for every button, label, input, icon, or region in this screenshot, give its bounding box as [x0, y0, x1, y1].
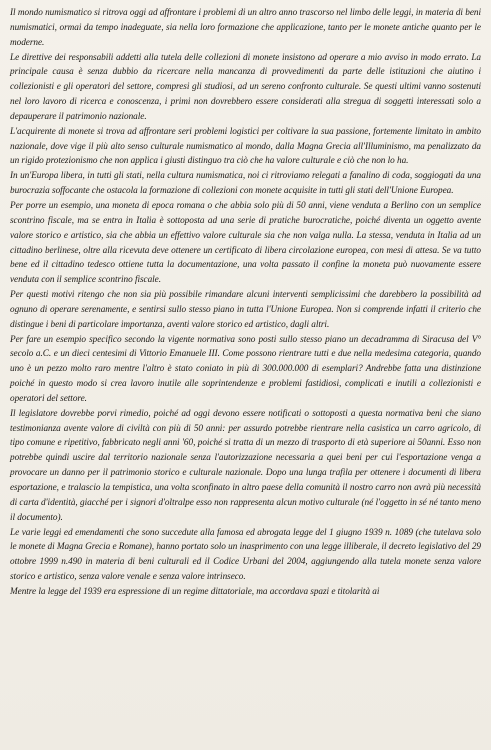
paragraph-directives: Le direttive dei responsabili addetti alla tutela delle collezioni di monete insistono ad operare a mio avviso in modo errato. La principale causa è senza dubbio da ricercare nella mancanza di provvedimenti da parte delle istituzioni che aiutino i collezionisti e gli operatori del settore, compresi gli studiosi, ad un sereno confronto culturale. Se questi ultimi vanno sostenuti nel loro lavoro di ricerca e conoscenza, i primi non dovrebbero essere considerati alla stregua di soggetti interessati solo a depauperare il patrimonio nazionale.	[10, 52, 481, 122]
paragraph-interventions: Per questi motivi ritengo che non sia più possibile rimandare alcuni interventi semplicissimi che darebbero la possibilità ad ognuno di operare serenamente, e sentirsi sullo stesso piano in tutta l'Unione Europea. Non si comprende infatti il criterio che distingue i beni di particolare importanza, aventi valore storico ed artistico, dagli altri.	[10, 290, 481, 330]
paragraph-1939-law: Mentre la legge del 1939 era espressione di un regime dittatoriale, ma accordava spazi e titolarità ai	[10, 586, 380, 597]
paragraph-europe: In un'Europa libera, in tutti gli stati, nella cultura numismatica, noi ci ritroviamo relegati a fanalino di coda, soggiogati da una burocrazia soffocante che ostacola la formazione di collezioni con monete acquisite in tutti gli stati dell'Unione Europea.	[10, 171, 481, 197]
paragraph-laws: Le varie leggi ed emendamenti che sono succedute alla famosa ed abrogata legge del 1 giugno 1939 n. 1089 (che tutelava solo le monete di Magna Grecia e Romane), hanno portato solo un inasprimento con una legge illiberale, il decreto legislativo del 29 ottobre 1999 n.490 in materia di beni culturali ed il Codice Urbani del 2004, aggiungendo alla tutela monete senza valore storico e artistico, senza valore venale e senza valore intrinseco.	[10, 527, 481, 583]
paragraph-buyer: L'acquirente di monete si trova ad affrontare seri problemi logistici per coltivare la sua passione, fortemente limitato in ambito nazionale, dove vige il più alto senso culturale numismatico al mondo, dalla Magna Grecia all'Illuminismo, ma penalizzato da un rigido protezionismo che non applica i giusti distinguo tra ciò che ha valore culturale e ciò che non lo ha.	[10, 126, 481, 167]
paragraph-intro: Il mondo numismatico si ritrova oggi ad affrontare i problemi di un altro anno trascorso nel limbo delle leggi, in materia di beni numismatici, ormai da tempo inadeguate, sia nella loro formazione che applicazione, tanto per le monete antiche quanto per le moderne.	[10, 8, 481, 48]
paragraph-example-syracuse: Per fare un esempio specifico secondo la vigente normativa sono posti sullo stesso piano un decadramma di Siracusa del V° secolo a.C. e un dieci centesimi di Vittorio Emanuele III. Come possono rientrare tutti e due nella medesima categoria, quando uno è un pezzo molto raro mentre l'altro è stato coniato in più di 300.000.000 di esemplari? Andrebbe fatta una distinzione poiché in questo modo si crea lavoro inutile alle soprintendenze e problemi fastidiosi, complicati e inutili a collezionisti e operatori del settore.	[10, 334, 481, 404]
paragraph-example-berlin: Per porre un esempio, una moneta di epoca romana o che abbia solo più di 50 anni, viene venduta a Berlino con un semplice scontrino fiscale, ma se entra in Italia è sottoposta ad una serie di pratiche burocratiche, poiché diventa un oggetto avente valore storico e artistico, sia che abbia un effettivo valore culturale sia che non valga nulla. La stessa, venduta in Italia ad un cittadino berlinese, oltre alla ricevuta deve ottenere un certificato di libera circolazione europea, con mesi di attesa. Se va tutto bene ed il cittadino tedesco ottiene tutta la documentazione, una volta passato il confine la moneta può nuovamente essere venduta con il semplice scontrino fiscale.	[10, 200, 481, 286]
paragraph-legislator: Il legislatore dovrebbe porvi rimedio, poiché ad oggi devono essere notificati o sottoposti a questa normativa beni che siano testimonianza avente valore di civiltà con più di 50 anni: per assurdo potrebbe rientrare nella casistica un carro agricolo, di tipo comune e ripetitivo, fabbricato negli anni '60, poiché si tratta di un mezzo di trasporto di età superiore ai 50anni. Esso non potrebbe quindi uscire dal territorio nazionale senza l'autorizzazione necessaria a quei beni per cui l'esportazione venga a provocare un danno per il patrimonio storico e culturale nazionale. Dopo una lunga trafila per ottenere i documenti di libera esportazione, e tralascio la tempistica, una volta sconfinato in altro paese della comunità il nostro carro non avrà più necessità di carta d'identità, giacché per i signori d'oltralpe esso non rappresenta alcun motivo culturale (né l'oggetto in sé né tanto meno il documento).	[10, 408, 481, 523]
